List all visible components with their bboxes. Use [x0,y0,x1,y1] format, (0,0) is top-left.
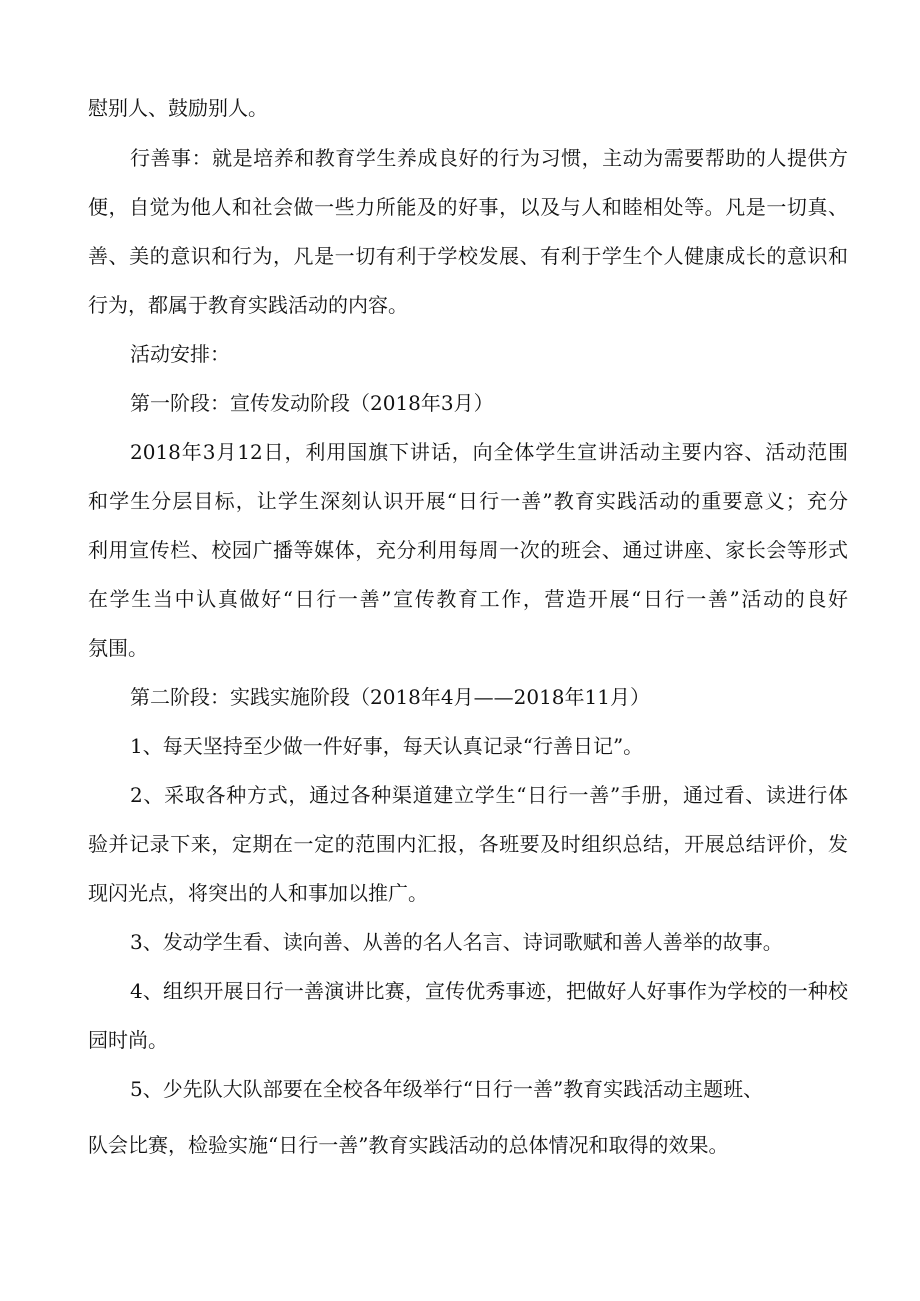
text-line: 队会比赛，检验实施“日行一善”教育实践活动的总体情况和取得的效果。 [88,1133,729,1157]
list-item: 2、采取各种方式，通过各种渠道建立学生“日行一善”手册，通过看、读进行体 [130,783,848,807]
stage-heading: 第二阶段：实践实施阶段（2018年4月——2018年11月） [130,685,650,709]
text-line: 在学生当中认真做好“日行一善”宣传教育工作，营造开展“日行一善”活动的良好 [88,587,848,611]
list-item: 1、每天坚持至少做一件好事，每天认真记录“行善日记”。 [130,734,644,758]
text-line: 园时尚。 [88,1028,168,1052]
text-line: 氛围。 [88,636,148,660]
paragraph-first-line: 行善事：就是培养和教育学生养成良好的行为习惯，主动为需要帮助的人提供方 [130,146,848,170]
text-line: 利用宣传栏、校园广播等媒体，充分利用每周一次的班会、通过讲座、家长会等形式 [88,538,848,562]
stage-heading: 第一阶段：宣传发动阶段（2018年3月） [130,391,494,415]
list-item: 4、组织开展日行一善演讲比赛，宣传优秀事迹，把做好人好事作为学校的一种校 [130,979,848,1003]
list-item: 5、少先队大队部要在全校各年级举行“日行一善”教育实践活动主题班、 [130,1077,764,1101]
text-line: 慰别人、鼓励别人。 [88,96,268,120]
text-line: 和学生分层目标，让学生深刻认识开展“日行一善”教育实践活动的重要意义；充分 [88,489,848,513]
list-item: 3、发动学生看、读向善、从善的名人名言、诗词歌赋和善人善举的故事。 [130,930,783,954]
paragraph-first-line: 2018年3月12日，利用国旗下讲话，向全体学生宣讲活动主要内容、活动范围 [130,440,848,464]
text-line: 行为，都属于教育实践活动的内容。 [88,293,408,317]
section-heading: 活动安排： [130,342,230,366]
text-line: 善、美的意识和行为，凡是一切有利于学校发展、有利于学生个人健康成长的意识和 [88,244,848,268]
text-line: 现闪光点，将突出的人和事加以推广。 [88,881,428,905]
text-line: 便，自觉为他人和社会做一些力所能及的好事，以及与人和睦相处等。凡是一切真、 [88,195,848,219]
text-line: 验并记录下来，定期在一定的范围内汇报，各班要及时组织总结，开展总结评价，发 [88,832,848,856]
